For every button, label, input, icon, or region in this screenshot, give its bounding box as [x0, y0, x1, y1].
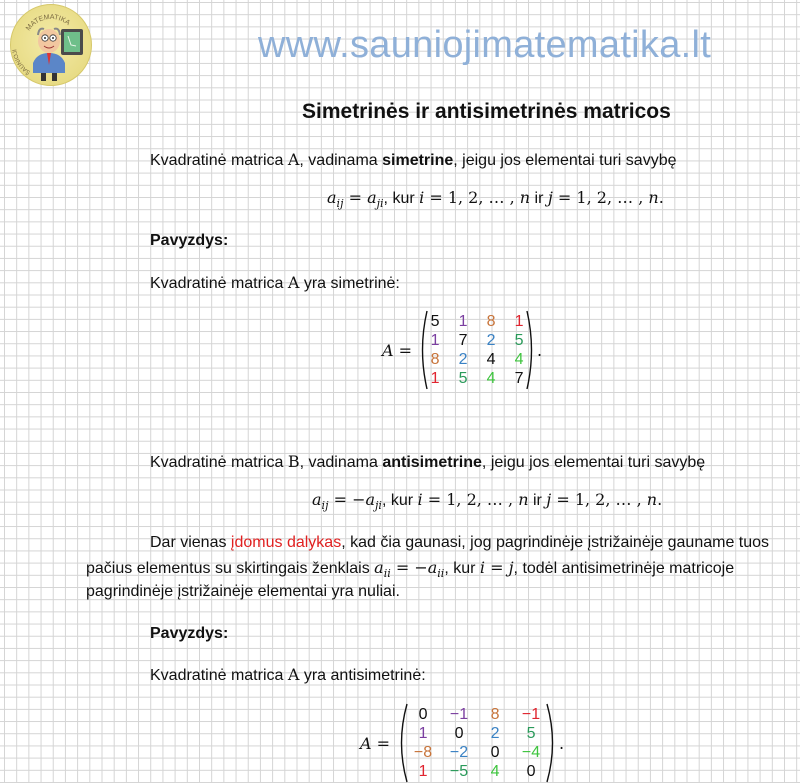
matrix-cell: −5 [449, 763, 469, 780]
note-line-3: pagrindinėje įstrižainėje elementai yra nuliai. [86, 583, 400, 600]
symmetric-formula: $a_{ij} = a_{ji}$, kur i = 1, 2, … , n ir j = 1, 2, … , n. [327, 188, 664, 211]
symmetric-example-intro: Kvadratinė matrica A yra simetrinė: [150, 273, 400, 292]
matrix-cell: 0 [526, 763, 536, 780]
matrix-cell: 4 [490, 763, 500, 780]
matrix-cell: 1 [418, 763, 428, 780]
term-symmetric: simetrine [382, 152, 454, 169]
term-antisymmetric: antisimetrine [382, 454, 482, 471]
matrix-cell: 0 [418, 706, 428, 723]
matrix-cell: 5 [526, 725, 536, 742]
teacher-mascot-icon [11, 5, 91, 85]
note-line-2: pačius elementus su skirtingais ženklais $a_{ii} = -a_{ii}$, kur i = j, todėl antisimetrinėje matricoje [86, 558, 735, 581]
note-line-1: Dar vienas įdomus dalykas, kad čia gaunasi, jog pagrindinėje įstrižainėje gauname tuos [150, 534, 770, 551]
antisymmetric-matrix-grid [412, 705, 542, 781]
antisymmetric-formula: $a_{ij} = -a_{ji}$, kur i = 1, 2, … , n ir j = 1, 2, … , n. [312, 490, 663, 513]
matrix-cell: 8 [490, 706, 500, 723]
symmetric-matrix-grid [430, 312, 524, 388]
symmetric-definition: Kvadratinė matrica A, vadinama simetrine, jeigu jos elementai turi savybę [150, 150, 677, 169]
matrix-cell: 1 [430, 332, 440, 349]
matrix-cell: 2 [458, 351, 468, 368]
matrix-cell: −4 [521, 744, 541, 761]
matrix-cell: 2 [486, 332, 496, 349]
example-heading-1: Pavyzdys: [150, 232, 229, 249]
left-paren-icon [396, 703, 408, 783]
matrix-cell: 1 [458, 313, 468, 330]
matrix-cell: 0 [490, 744, 500, 761]
matrix-cell: 1 [430, 370, 440, 387]
matrix-cell: 7 [514, 370, 524, 387]
site-url-header: www.sauniojimatematika.lt [258, 24, 712, 66]
antisymmetric-matrix: A = 0 −1 8 −1 1 0 2 5 −8 −2 0 −4 1 −5 4 0 . [360, 703, 564, 783]
left-paren-icon [418, 310, 428, 390]
example-heading-2: Pavyzdys: [150, 625, 229, 642]
matrix-cell: 4 [486, 351, 496, 368]
matrix-cell: 7 [458, 332, 468, 349]
matrix-cell: 8 [486, 313, 496, 330]
matrix-cell: 4 [514, 351, 524, 368]
matrix-cell: −8 [413, 744, 433, 761]
matrix-cell: −1 [449, 706, 469, 723]
svg-text:ŠAUNIOJI: ŠAUNIOJI [12, 48, 32, 76]
matrix-cell: 5 [430, 313, 440, 330]
right-paren-icon [526, 310, 536, 390]
svg-text:MATEMATIKA: MATEMATIKA [25, 13, 72, 33]
antisymmetric-example-intro: Kvadratinė matrica A yra antisimetrinė: [150, 665, 426, 684]
matrix-cell: 2 [490, 725, 500, 742]
right-paren-icon [546, 703, 558, 783]
matrix-cell: 8 [430, 351, 440, 368]
symmetric-matrix: A = 5 1 8 1 1 7 2 5 8 2 4 4 1 5 4 7 . [382, 310, 542, 390]
antisymmetric-definition: Kvadratinė matrica B, vadinama antisimetrine, jeigu jos elementai turi savybę [150, 452, 706, 471]
matrix-cell: 1 [418, 725, 428, 742]
matrix-cell: 1 [514, 313, 524, 330]
matrix-cell: 4 [486, 370, 496, 387]
matrix-cell: 0 [454, 725, 464, 742]
highlight-interesting: įdomus dalykas [230, 534, 342, 551]
site-logo [10, 4, 92, 86]
page-title: Simetrinės ir antisimetrinės matricos [302, 100, 671, 123]
matrix-cell: 5 [458, 370, 468, 387]
matrix-cell: −1 [521, 706, 541, 723]
matrix-cell: −2 [449, 744, 469, 761]
matrix-cell: 5 [514, 332, 524, 349]
